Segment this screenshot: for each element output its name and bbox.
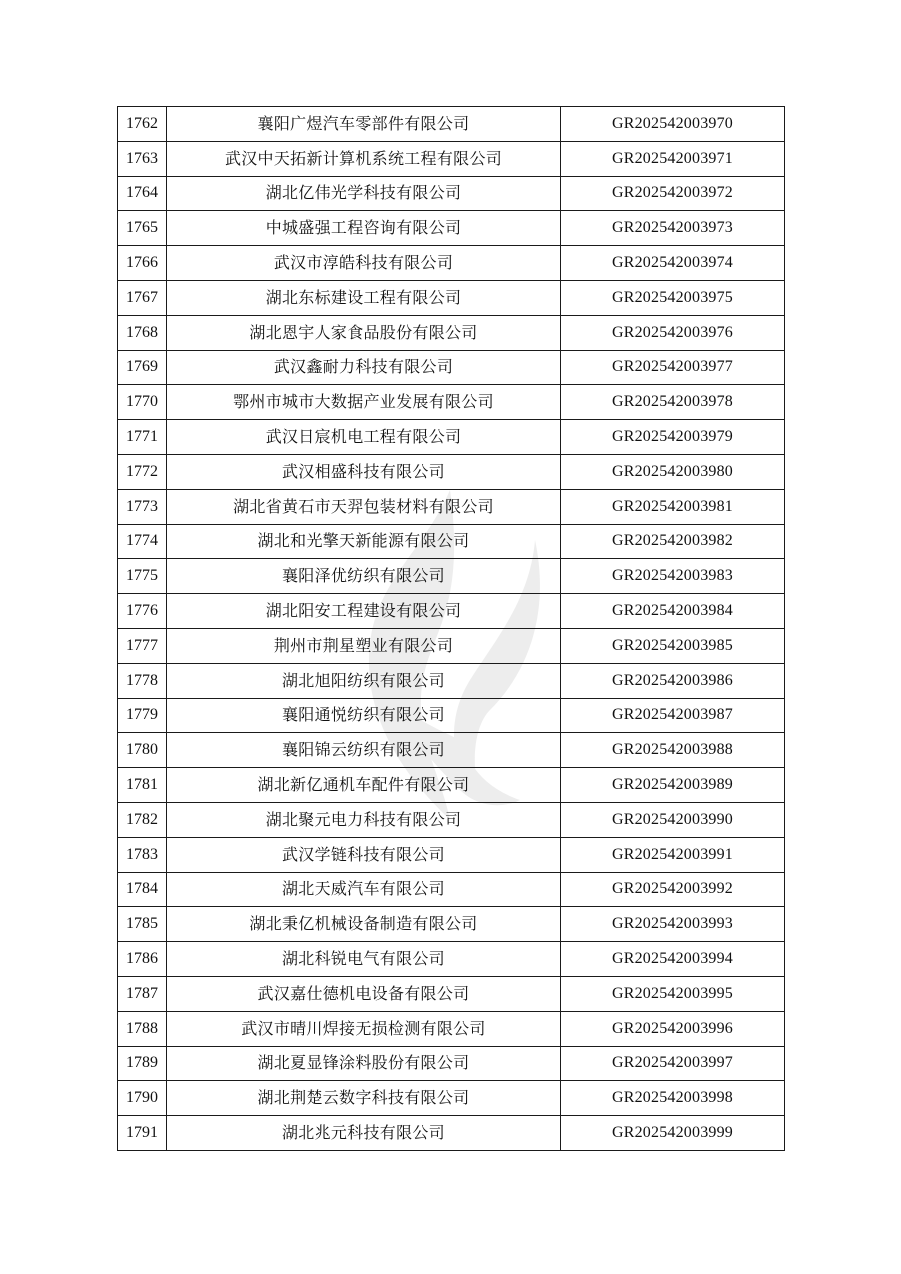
table-row <box>118 350 785 385</box>
company-name-cell: 襄阳泽优纺织有限公司 <box>167 559 561 594</box>
certificate-code-cell: GR202542003984 <box>561 594 785 629</box>
certificate-code-cell: GR202542003980 <box>561 454 785 489</box>
certificate-code-cell: GR202542003998 <box>561 1081 785 1116</box>
company-name-cell: 鄂州市城市大数据产业发展有限公司 <box>167 385 561 420</box>
certificate-code-cell: GR202542003973 <box>561 211 785 246</box>
company-name-cell: 武汉嘉仕德机电设备有限公司 <box>167 976 561 1011</box>
row-index-cell: 1775 <box>118 559 167 594</box>
company-name-cell: 武汉日宸机电工程有限公司 <box>167 420 561 455</box>
company-name-cell: 武汉市淳皓科技有限公司 <box>167 246 561 281</box>
table-row <box>118 1011 785 1046</box>
row-index-cell: 1788 <box>118 1011 167 1046</box>
company-name-cell: 湖北恩宇人家食品股份有限公司 <box>167 315 561 350</box>
row-index-cell: 1783 <box>118 837 167 872</box>
table-row <box>118 663 785 698</box>
table-row <box>118 768 785 803</box>
certificate-code-cell: GR202542003977 <box>561 350 785 385</box>
company-name-cell: 襄阳广煜汽车零部件有限公司 <box>167 107 561 142</box>
row-index-cell: 1780 <box>118 733 167 768</box>
company-name-cell: 湖北秉亿机械设备制造有限公司 <box>167 907 561 942</box>
row-index-cell: 1786 <box>118 942 167 977</box>
certificate-code-cell: GR202542003982 <box>561 524 785 559</box>
company-name-cell: 湖北科锐电气有限公司 <box>167 942 561 977</box>
certificate-code-cell: GR202542003981 <box>561 489 785 524</box>
table-row <box>118 594 785 629</box>
table-row <box>118 837 785 872</box>
certificate-code-cell: GR202542003978 <box>561 385 785 420</box>
company-name-cell: 湖北和光擎天新能源有限公司 <box>167 524 561 559</box>
company-name-cell: 湖北新亿通机车配件有限公司 <box>167 768 561 803</box>
table-row <box>118 1116 785 1151</box>
row-index-cell: 1763 <box>118 141 167 176</box>
row-index-cell: 1772 <box>118 454 167 489</box>
company-name-cell: 湖北兆元科技有限公司 <box>167 1116 561 1151</box>
table-row <box>118 802 785 837</box>
certificate-code-cell: GR202542003996 <box>561 1011 785 1046</box>
table-row <box>118 524 785 559</box>
row-index-cell: 1790 <box>118 1081 167 1116</box>
company-name-cell: 武汉市晴川焊接无损检测有限公司 <box>167 1011 561 1046</box>
certificate-code-cell: GR202542003993 <box>561 907 785 942</box>
company-name-cell: 湖北东标建设工程有限公司 <box>167 280 561 315</box>
certificate-code-cell: GR202542003999 <box>561 1116 785 1151</box>
table-row <box>118 1046 785 1081</box>
row-index-cell: 1765 <box>118 211 167 246</box>
row-index-cell: 1773 <box>118 489 167 524</box>
company-name-cell: 湖北省黄石市天羿包装材料有限公司 <box>167 489 561 524</box>
certificate-code-cell: GR202542003970 <box>561 107 785 142</box>
certificate-code-cell: GR202542003972 <box>561 176 785 211</box>
row-index-cell: 1768 <box>118 315 167 350</box>
certificate-code-cell: GR202542003971 <box>561 141 785 176</box>
table-row <box>118 280 785 315</box>
table-row <box>118 141 785 176</box>
table-row <box>118 733 785 768</box>
certificate-code-cell: GR202542003994 <box>561 942 785 977</box>
company-name-cell: 湖北荆楚云数字科技有限公司 <box>167 1081 561 1116</box>
company-name-cell: 湖北夏显锋涂料股份有限公司 <box>167 1046 561 1081</box>
table-row <box>118 489 785 524</box>
company-name-cell: 湖北旭阳纺织有限公司 <box>167 663 561 698</box>
row-index-cell: 1782 <box>118 802 167 837</box>
row-index-cell: 1764 <box>118 176 167 211</box>
row-index-cell: 1770 <box>118 385 167 420</box>
table-row <box>118 211 785 246</box>
table-row <box>118 420 785 455</box>
row-index-cell: 1762 <box>118 107 167 142</box>
certificate-code-cell: GR202542003991 <box>561 837 785 872</box>
certificate-code-cell: GR202542003983 <box>561 559 785 594</box>
table-row <box>118 698 785 733</box>
certificate-code-cell: GR202542003975 <box>561 280 785 315</box>
company-name-cell: 湖北天威汽车有限公司 <box>167 872 561 907</box>
table-row <box>118 628 785 663</box>
company-name-cell: 湖北亿伟光学科技有限公司 <box>167 176 561 211</box>
table-row <box>118 559 785 594</box>
table-row <box>118 976 785 1011</box>
certificate-code-cell: GR202542003992 <box>561 872 785 907</box>
row-index-cell: 1778 <box>118 663 167 698</box>
row-index-cell: 1784 <box>118 872 167 907</box>
company-name-cell: 中城盛强工程咨询有限公司 <box>167 211 561 246</box>
row-index-cell: 1785 <box>118 907 167 942</box>
company-name-cell: 武汉相盛科技有限公司 <box>167 454 561 489</box>
table-row <box>118 246 785 281</box>
company-name-cell: 襄阳通悦纺织有限公司 <box>167 698 561 733</box>
company-name-cell: 武汉中天拓新计算机系统工程有限公司 <box>167 141 561 176</box>
certificate-code-cell: GR202542003990 <box>561 802 785 837</box>
certificate-code-cell: GR202542003997 <box>561 1046 785 1081</box>
company-registry-table <box>117 106 785 1151</box>
table-row <box>118 385 785 420</box>
table-row <box>118 907 785 942</box>
company-name-cell: 荆州市荆星塑业有限公司 <box>167 628 561 663</box>
certificate-code-cell: GR202542003986 <box>561 663 785 698</box>
certificate-code-cell: GR202542003976 <box>561 315 785 350</box>
row-index-cell: 1771 <box>118 420 167 455</box>
table-row <box>118 1081 785 1116</box>
company-name-cell: 湖北聚元电力科技有限公司 <box>167 802 561 837</box>
company-name-cell: 武汉学链科技有限公司 <box>167 837 561 872</box>
row-index-cell: 1769 <box>118 350 167 385</box>
row-index-cell: 1777 <box>118 628 167 663</box>
certificate-code-cell: GR202542003989 <box>561 768 785 803</box>
row-index-cell: 1766 <box>118 246 167 281</box>
certificate-code-cell: GR202542003979 <box>561 420 785 455</box>
row-index-cell: 1776 <box>118 594 167 629</box>
registry-table-body <box>118 107 785 1151</box>
company-name-cell: 襄阳锦云纺织有限公司 <box>167 733 561 768</box>
table-row <box>118 176 785 211</box>
table-row <box>118 454 785 489</box>
row-index-cell: 1774 <box>118 524 167 559</box>
row-index-cell: 1767 <box>118 280 167 315</box>
company-name-cell: 武汉鑫耐力科技有限公司 <box>167 350 561 385</box>
table-row <box>118 942 785 977</box>
certificate-code-cell: GR202542003988 <box>561 733 785 768</box>
certificate-code-cell: GR202542003987 <box>561 698 785 733</box>
row-index-cell: 1791 <box>118 1116 167 1151</box>
table-row <box>118 107 785 142</box>
row-index-cell: 1781 <box>118 768 167 803</box>
certificate-code-cell: GR202542003985 <box>561 628 785 663</box>
row-index-cell: 1779 <box>118 698 167 733</box>
table-row <box>118 872 785 907</box>
table-row <box>118 315 785 350</box>
row-index-cell: 1789 <box>118 1046 167 1081</box>
row-index-cell: 1787 <box>118 976 167 1011</box>
company-name-cell: 湖北阳安工程建设有限公司 <box>167 594 561 629</box>
certificate-code-cell: GR202542003995 <box>561 976 785 1011</box>
certificate-code-cell: GR202542003974 <box>561 246 785 281</box>
